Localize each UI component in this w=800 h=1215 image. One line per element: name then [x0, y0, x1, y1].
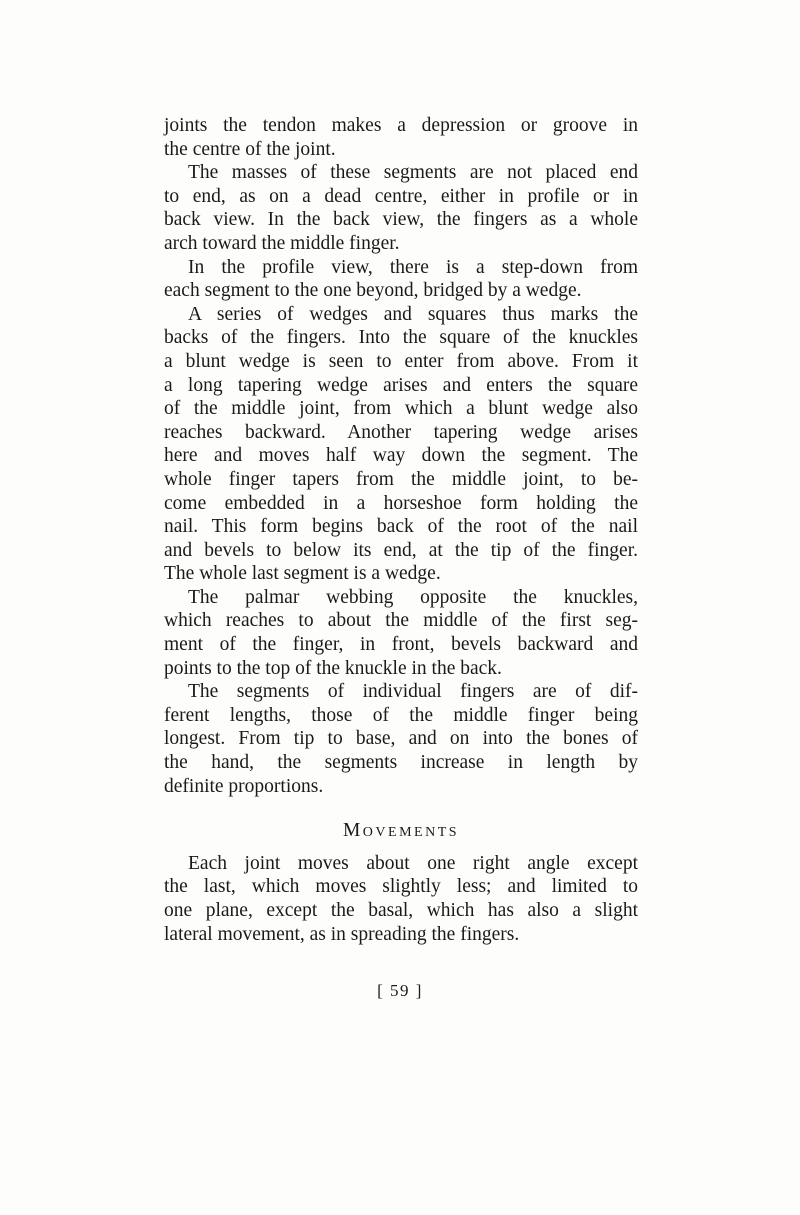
text-line: back view. In the back view, the fingers as a whole — [164, 209, 638, 231]
text-line: whole finger tapers from the middle joint, to be- — [164, 468, 638, 490]
text-line: ferent lengths, those of the middle finger being — [164, 704, 638, 726]
text-line: ment of the finger, in front, bevels backward and — [164, 634, 638, 656]
text-line: definite proportions. — [164, 775, 324, 797]
text-line: The segments of individual fingers are of dif- — [188, 681, 638, 703]
text-line: In the profile view, there is a step-down from — [188, 256, 638, 278]
text-line: joints the tendon makes a depression or groove in — [164, 115, 638, 136]
text-line: here and moves half way down the segment. The — [164, 445, 638, 467]
text-line: The masses of these segments are not placed end — [188, 162, 638, 184]
paragraph — [164, 303, 638, 586]
text-line: Each joint moves about one right angle except — [188, 852, 638, 874]
text-line: The palmar webbing opposite the knuckles, — [188, 586, 638, 608]
text-line: backs of the fingers. Into the square of the knuckles — [164, 327, 638, 349]
paragraph — [164, 161, 638, 255]
text-line: the last, which moves slightly less; and limited to — [164, 876, 638, 898]
text-line: each segment to the one beyond, bridged by a wedge. — [164, 280, 582, 302]
text-line: The whole last segment is a wedge. — [164, 563, 441, 585]
text-line: come embedded in a horseshoe form holding the — [164, 492, 638, 514]
section-heading: Movements — [342, 820, 460, 842]
text-line: A series of wedges and squares thus marks the — [188, 303, 638, 325]
paragraph — [164, 256, 638, 303]
text-line: the centre of the joint. — [164, 138, 336, 160]
text-line: the hand, the segments increase in length by — [164, 752, 638, 774]
text-line: which reaches to about the middle of the first seg- — [164, 610, 638, 632]
text-line: one plane, except the basal, which has also a slight — [164, 900, 638, 921]
text-line: a blunt wedge is seen to enter from above. From it — [164, 350, 638, 372]
paragraph — [164, 114, 638, 161]
paragraph — [164, 852, 638, 946]
text-block — [164, 114, 638, 946]
text-line: to end, as on a dead centre, either in profile or in — [164, 185, 638, 207]
text-line: a long tapering wedge arises and enters the square — [164, 374, 638, 396]
text-line: nail. This form begins back of the root of the nail — [164, 516, 638, 538]
text-line: reaches backward. Another tapering wedge arises — [164, 421, 638, 443]
text-line: of the middle joint, from which a blunt wedge also — [164, 398, 638, 420]
paragraph — [164, 586, 638, 680]
paragraph — [164, 680, 638, 798]
text-line: points to the top of the knuckle in the back. — [164, 657, 502, 679]
text-line: longest. From tip to base, and on into the bones of — [164, 728, 638, 750]
text-line: and bevels to below its end, at the tip of the finger. — [164, 539, 638, 561]
page-number: [ 59 ] — [377, 981, 423, 1000]
text-line: arch toward the middle finger. — [164, 232, 400, 254]
text-line: lateral movement, as in spreading the fingers. — [164, 923, 520, 945]
